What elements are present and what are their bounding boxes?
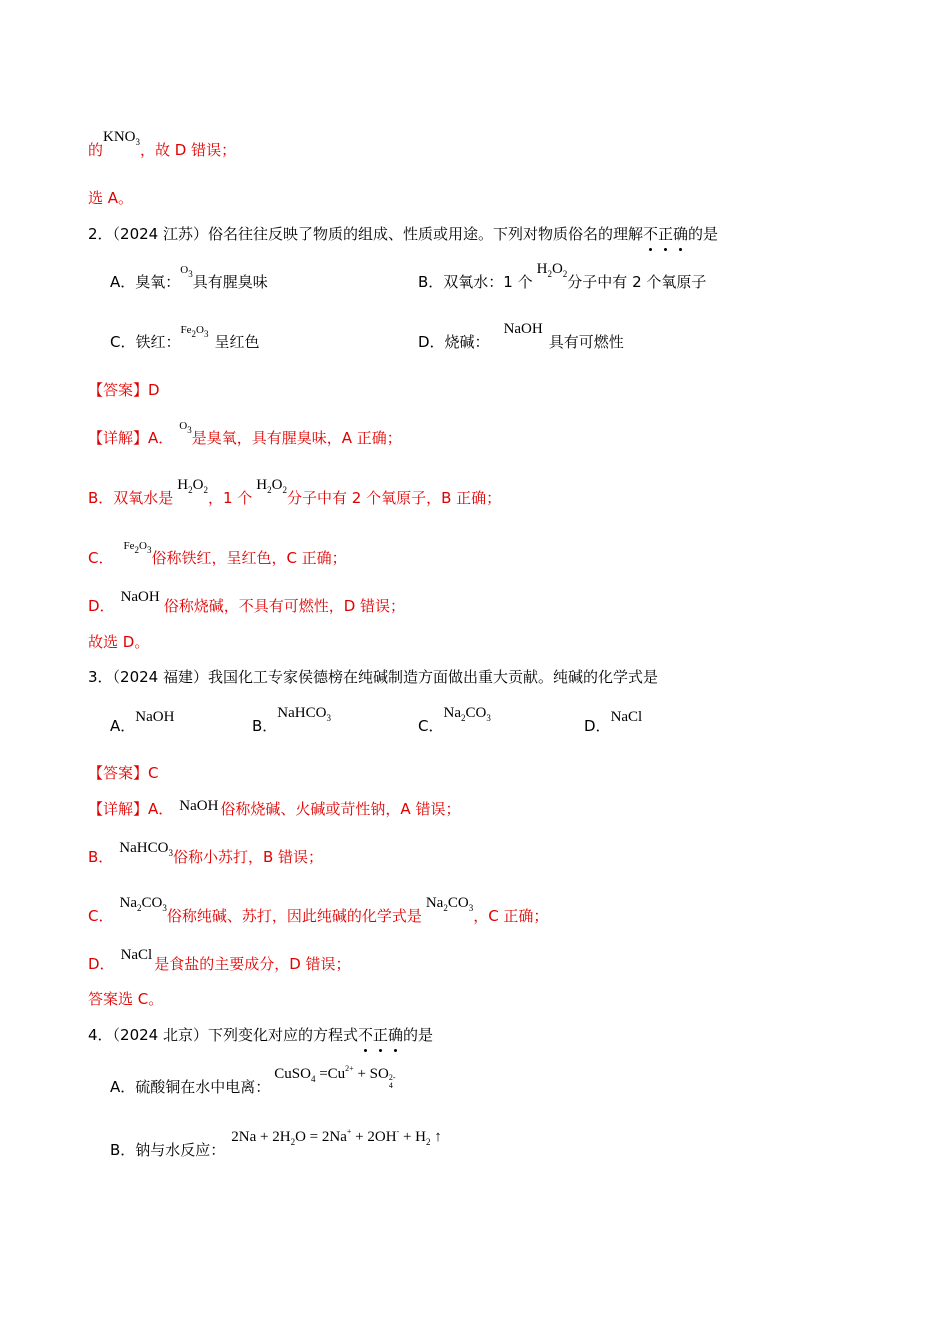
option-label: D．烧碱： bbox=[418, 333, 490, 351]
eq-supsub bbox=[389, 1074, 396, 1090]
detail-label: 【详解】A． bbox=[88, 429, 174, 447]
formula-naoh bbox=[179, 796, 218, 816]
formula-sub: 3 bbox=[203, 329, 209, 339]
q4-option-b bbox=[110, 1127, 442, 1166]
option-text: 分子中有 2 个氧原子 bbox=[567, 273, 707, 291]
q4-option-a bbox=[110, 1064, 396, 1104]
formula-naoh bbox=[135, 707, 174, 727]
formula-sub: 2 bbox=[267, 485, 272, 495]
formula-text: CO bbox=[465, 705, 487, 721]
prev-conclusion: 选 A。 bbox=[88, 189, 134, 207]
formula-sub: 2 bbox=[203, 485, 208, 495]
formula-h2o2 bbox=[256, 475, 287, 500]
formula-sub: 2 bbox=[460, 713, 466, 723]
detail-text: 是臭氧，具有腥臭味，A 正确； bbox=[191, 429, 402, 447]
stem-text: （2024 江苏）俗名往往反映了物质的组成、性质或用途。下列对物质俗名的理解 bbox=[112, 225, 643, 243]
formula-text: KNO bbox=[103, 129, 136, 145]
formula-text: NaOH bbox=[503, 321, 543, 337]
eq-text: =Cu bbox=[315, 1066, 346, 1082]
formula-naoh bbox=[504, 319, 543, 339]
q3-detail-c bbox=[88, 895, 549, 932]
option-text: 具有可燃性 bbox=[548, 333, 624, 351]
formula-fe2o3 bbox=[180, 320, 208, 344]
eq-text: + 2OH bbox=[351, 1129, 397, 1145]
q2-detail-d bbox=[88, 589, 406, 617]
emphasis-char: 正 bbox=[373, 1026, 389, 1044]
eq-text: 2Na + 2H bbox=[231, 1129, 291, 1145]
option-label: B．钠与水反应： bbox=[110, 1141, 226, 1159]
q3-option-b bbox=[252, 705, 331, 742]
formula-nahco3 bbox=[277, 703, 331, 728]
eq-sub: 4 bbox=[310, 1074, 316, 1084]
detail-label: D． bbox=[88, 597, 115, 615]
formula-sub: 2 bbox=[188, 485, 193, 495]
detail-text: 俗称烧碱，不具有可燃性，D 错误； bbox=[163, 597, 406, 615]
formula-sub: 3 bbox=[135, 137, 141, 147]
formula-sub: 3 bbox=[468, 903, 474, 913]
formula-h2o2 bbox=[537, 259, 568, 284]
q3-option-a bbox=[110, 709, 175, 737]
formula-sub: 2 bbox=[547, 269, 552, 279]
stem-text: 的是 bbox=[403, 1026, 434, 1044]
q2-option-a bbox=[110, 264, 268, 298]
formula-text: O bbox=[551, 261, 563, 277]
option-label: D． bbox=[584, 717, 611, 735]
formula-text: H bbox=[177, 477, 189, 493]
formula-text: Na bbox=[119, 895, 137, 911]
formula-text: Na bbox=[443, 705, 461, 721]
q3-answer: 【答案】C bbox=[88, 764, 159, 782]
option-text: 具有腥臭味 bbox=[192, 273, 268, 291]
option-text: 呈红色 bbox=[214, 333, 260, 351]
formula-text: O bbox=[192, 477, 204, 493]
formula-sub: 3 bbox=[168, 848, 173, 858]
eq-text: + H bbox=[399, 1129, 426, 1145]
q3-detail-a bbox=[88, 799, 460, 820]
formula-na2co3 bbox=[119, 893, 166, 918]
formula-h2o2 bbox=[177, 475, 208, 500]
formula-text: O bbox=[195, 324, 204, 336]
q2-detail-c bbox=[88, 540, 347, 574]
question-number: 2． bbox=[88, 225, 113, 243]
prev-answer-tail bbox=[88, 129, 237, 166]
formula-text: CO bbox=[141, 895, 163, 911]
option-label: B．双氧水：1 个 bbox=[418, 273, 533, 291]
eq-text: O = 2Na bbox=[295, 1129, 347, 1145]
equation-na-water bbox=[231, 1122, 441, 1152]
detail-text: 俗称铁红，呈红色，C 正确； bbox=[151, 549, 347, 567]
formula-na2co3 bbox=[426, 893, 473, 918]
formula-text: Fe bbox=[180, 324, 192, 336]
formula-text: CO bbox=[447, 895, 469, 911]
formula-text: H bbox=[536, 261, 548, 277]
formula-sub: 3 bbox=[188, 269, 193, 279]
formula-sub: 3 bbox=[486, 713, 491, 723]
eq-sub: 4 bbox=[388, 1081, 393, 1090]
formula-sub: 2 bbox=[191, 329, 196, 339]
formula-text: NaCl bbox=[610, 709, 643, 725]
detail-label: 【详解】A． bbox=[88, 800, 174, 818]
q2-answer: 【答案】D bbox=[88, 381, 160, 399]
emphasis-char: 正 bbox=[658, 225, 674, 243]
eq-sup: 2- bbox=[388, 1073, 396, 1082]
formula-sub: 2 bbox=[134, 545, 139, 555]
formula-sub: 2 bbox=[443, 903, 448, 913]
option-label: C． bbox=[418, 717, 444, 735]
formula-o3 bbox=[179, 416, 191, 440]
eq-text: CuSO bbox=[274, 1066, 311, 1082]
formula-text: NaCl bbox=[120, 947, 153, 963]
q2-detail-a bbox=[88, 420, 402, 454]
eq-sup: 2+ bbox=[345, 1064, 354, 1073]
formula-fe2o3 bbox=[123, 536, 151, 560]
formula-sub: 3 bbox=[146, 545, 152, 555]
formula-text: NaOH bbox=[120, 589, 160, 605]
emphasis-char: 确 bbox=[673, 225, 689, 243]
emphasis-char: 确 bbox=[388, 1026, 404, 1044]
q3-detail-d bbox=[88, 947, 351, 975]
question-4-stem bbox=[88, 1025, 433, 1045]
q2-option-b bbox=[418, 261, 707, 298]
q2-option-c bbox=[110, 324, 260, 358]
q3-option-c bbox=[418, 705, 491, 742]
q2-option-d bbox=[418, 321, 624, 353]
q3-detail-b bbox=[88, 840, 324, 873]
question-number: 3． bbox=[88, 668, 113, 686]
question-number: 4． bbox=[88, 1026, 113, 1044]
stem-text: （2024 北京）下列变化对应的方程式 bbox=[112, 1026, 358, 1044]
emphasis-char: 不 bbox=[643, 225, 659, 243]
eq-text: + SO bbox=[353, 1066, 389, 1082]
formula-sub: 3 bbox=[326, 713, 331, 723]
option-label: A． bbox=[110, 717, 136, 735]
formula-text: O bbox=[180, 264, 189, 276]
detail-text: 是食盐的主要成分，D 错误； bbox=[154, 955, 351, 973]
detail-label: B． bbox=[88, 848, 114, 866]
option-label: B． bbox=[252, 717, 278, 735]
formula-sub: 3 bbox=[187, 425, 192, 435]
eq-sup: + bbox=[346, 1127, 352, 1136]
formula-text: Na bbox=[425, 895, 444, 911]
formula-nacl bbox=[611, 707, 643, 727]
formula-kno3 bbox=[103, 127, 140, 152]
formula-o3 bbox=[180, 260, 192, 284]
detail-text: 俗称烧碱、火碱或苛性钠，A 错误； bbox=[220, 800, 461, 818]
option-label: A．臭氧： bbox=[110, 273, 181, 291]
formula-text: O bbox=[138, 540, 147, 552]
formula-naoh bbox=[121, 587, 160, 607]
formula-sub: 2 bbox=[282, 485, 287, 495]
formula-text: Fe bbox=[123, 540, 135, 552]
question-2-stem bbox=[88, 224, 718, 244]
eq-sup: - bbox=[396, 1127, 400, 1136]
detail-text: ，1 个 bbox=[207, 489, 253, 507]
equation-cuso4 bbox=[274, 1059, 395, 1090]
text: ，故 D 错误； bbox=[140, 141, 237, 159]
detail-label: C． bbox=[88, 549, 114, 567]
detail-text: 俗称纯碱、苏打，因此纯碱的化学式是 bbox=[166, 907, 422, 925]
option-label: A．硫酸铜在水中电离： bbox=[110, 1078, 271, 1096]
stem-text: 的是 bbox=[688, 225, 719, 243]
detail-label: D． bbox=[88, 955, 115, 973]
detail-text: ，C 正确； bbox=[473, 907, 549, 925]
detail-text: 俗称小苏打，B 错误； bbox=[172, 848, 324, 866]
emphasis-char: 不 bbox=[358, 1026, 374, 1044]
q3-conclusion: 答案选 C。 bbox=[88, 990, 164, 1008]
formula-text: O bbox=[271, 477, 283, 493]
q2-detail-b bbox=[88, 477, 502, 514]
eq-sub: 2 bbox=[290, 1137, 296, 1147]
formula-sub: 3 bbox=[162, 903, 167, 913]
formula-sub: 2 bbox=[562, 269, 568, 279]
eq-text: ↑ bbox=[430, 1129, 442, 1145]
formula-text: O bbox=[179, 420, 188, 432]
formula-sub: 2 bbox=[136, 903, 142, 913]
stem-text: （2024 福建）我国化工专家侯德榜在纯碱制造方面做出重大贡献。纯碱的化学式是 bbox=[112, 668, 658, 686]
formula-text: NaOH bbox=[135, 709, 175, 725]
option-label: C．铁红： bbox=[110, 333, 181, 351]
formula-na2co3 bbox=[443, 703, 490, 728]
formula-text: NaHCO bbox=[277, 705, 327, 721]
question-3-stem bbox=[88, 667, 658, 687]
q3-option-d bbox=[584, 709, 643, 737]
formula-nacl bbox=[121, 945, 153, 965]
text: 的 bbox=[88, 141, 104, 159]
formula-text: NaOH bbox=[179, 798, 219, 814]
detail-label: B．双氧水是 bbox=[88, 489, 174, 507]
q2-conclusion: 故选 D。 bbox=[88, 633, 150, 651]
detail-text: 分子中有 2 个氧原子，B 正确； bbox=[286, 489, 502, 507]
formula-text: H bbox=[256, 477, 268, 493]
formula-nahco3 bbox=[119, 838, 173, 863]
detail-label: C． bbox=[88, 907, 114, 925]
eq-sub: 2 bbox=[426, 1137, 431, 1147]
formula-text: NaHCO bbox=[119, 840, 169, 856]
